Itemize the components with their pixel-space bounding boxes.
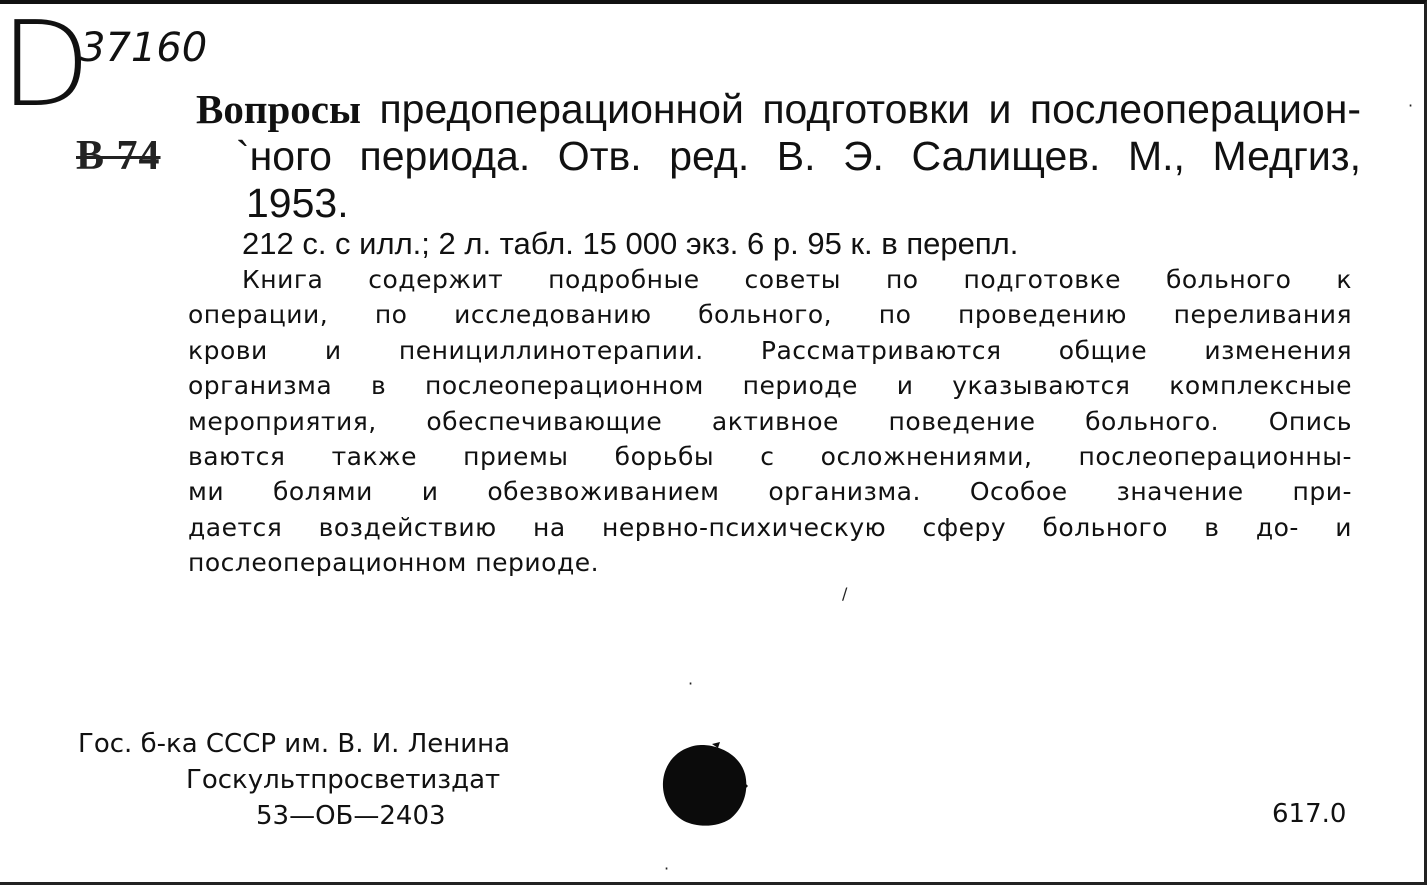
order-number: 53—ОБ—2403 — [256, 801, 446, 831]
title-line-1 — [196, 86, 1361, 133]
annotation-line: крови и пенициллинотерапии. Рассматриваются общие изменения — [188, 335, 1352, 365]
pen-mark: / — [842, 584, 848, 603]
crossed-out-cipher: В 74 — [76, 133, 161, 179]
title-line-2: `ного периода. Отв. ред. В. Э. Салищев. М., Медгиз, — [236, 133, 1361, 179]
annotation-line: операции, по исследованию больного, по проведению переливания — [188, 300, 1352, 330]
annotation-line: организма в послеоперационном периоде и указываются комплексные — [188, 371, 1352, 401]
library-imprint — [78, 726, 510, 834]
pen-dot: · — [664, 859, 670, 878]
annotation-line: послеоперационном периоде. — [188, 548, 600, 578]
annotation-line: дается воздействию на нервно-психическую сферу больного в до- и — [188, 512, 1352, 542]
annotation-line: Книга содержит подробные советы по подготовке больного к — [242, 265, 1352, 294]
library-name: Гос. б-ка СССР им. В. И. Ленина — [78, 729, 511, 759]
pen-dot: · — [688, 674, 694, 693]
annotation-line: мероприятия, обеспечивающие активное поведение больного. Опись — [188, 406, 1352, 436]
classification-number: 617.0 — [1272, 799, 1347, 829]
title-line-1-text: предоперационной подготовки и послеоперацион- — [360, 86, 1361, 132]
publisher-name: Госкультпросветиздат — [186, 765, 501, 795]
annotation-line: ми болями и обезвоживанием организма. Особое значение при- — [188, 477, 1352, 507]
punch-hole-icon — [660, 742, 748, 828]
physical-description: 212 с. с илл.; 2 л. табл. 15 000 экз. 6 р. 95 к. в перепл. — [242, 226, 1019, 261]
title-lead-word: Вопросы — [196, 86, 361, 132]
annotation — [188, 262, 1352, 581]
title-line-3: 1953. — [246, 180, 349, 226]
annotation-line: ваются также приемы борьбы с осложнениями, послеоперационны- — [188, 442, 1352, 472]
bibliographic-title — [196, 86, 1361, 227]
call-letter: D — [0, 0, 89, 133]
pen-dot: · — [1408, 96, 1414, 115]
handwritten-call-number: 37160 — [80, 25, 208, 71]
